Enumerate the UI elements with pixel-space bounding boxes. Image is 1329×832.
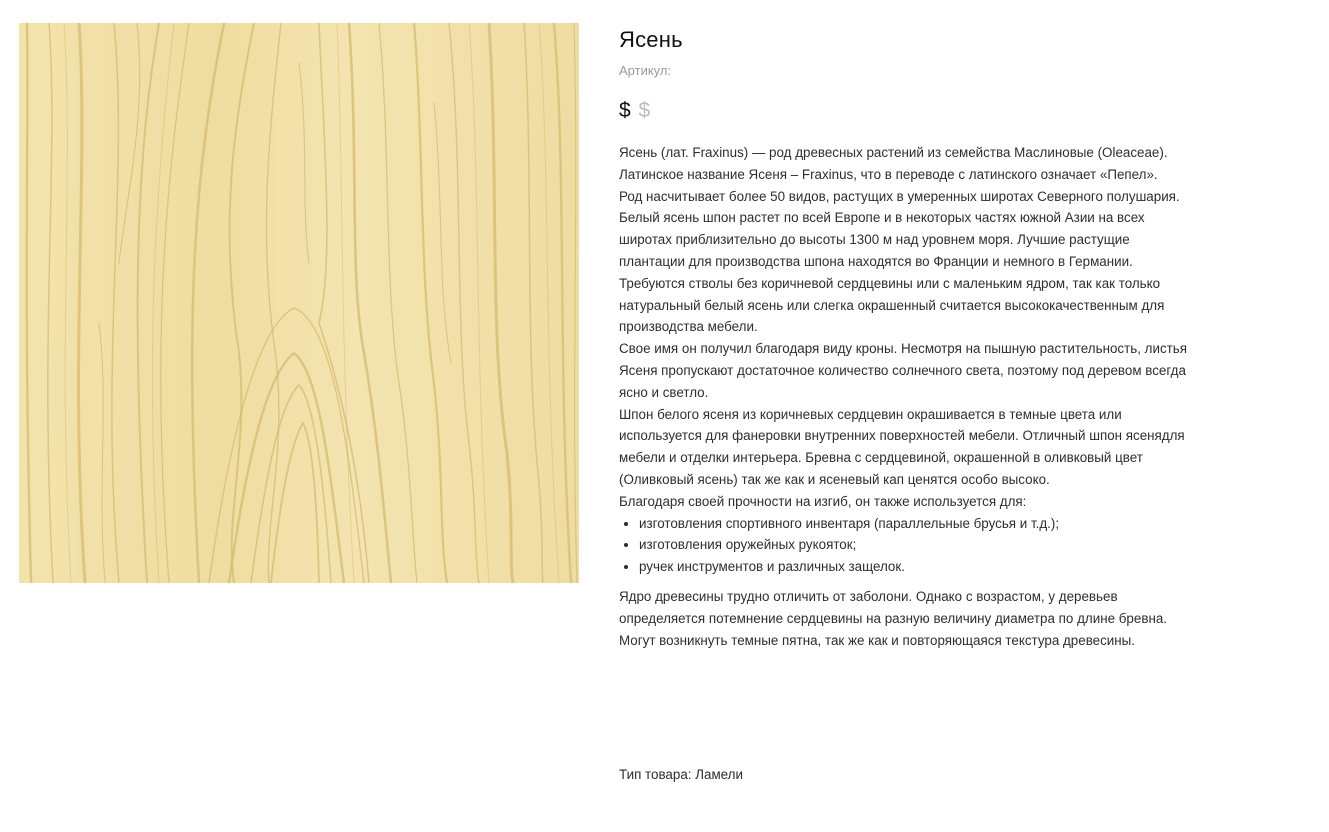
description-paragraph: Требуются стволы без коричневой сердцевины или с маленьким ядром, так как только натуральный белый ясень или слегка окрашенный считается высококачественным для производства мебели.	[619, 275, 1165, 335]
product-title: Ясень	[619, 27, 683, 52]
product-sku-label: Артикул:	[619, 63, 672, 78]
description-paragraph: Свое имя он получил благодаря виду кроны. Несмотря на пышную растительность, листья Ясеня пропускают достаточное количество солнечного света, поэтому под деревом всегда ясно и светло.	[619, 341, 1188, 400]
description-closing: Ядро древесины трудно отличить от заболони. Однако с возрастом, у деревьев определяется потемнение сердцевины на разную величину диаметра по длине бревна. Могут возникнуть темные пятна, так же как и повторяющаяся текстура древесины.	[619, 588, 1168, 648]
description-paragraph: Ясень (лат. Fraxinus) — род древесных растений из семейства Маслиновые (Oleaceae). Латинское название Ясеня – Fraxinus, что в переводе с латинского означает «Пепел».	[619, 145, 1168, 182]
usage-list-item: • изготовления спортивного инвентаря (параллельные брусья и т.д.);	[639, 513, 1189, 535]
product-price	[619, 98, 1189, 124]
product-description	[619, 142, 1189, 651]
price-old: $	[638, 99, 651, 122]
price-current: $	[619, 99, 631, 122]
description-paragraph: Белый ясень шпон растет по всей Европе и в некоторых частях южной Азии на всех широтах приблизительно до высоты 1300 м над уровнем моря. Лучшие растущие плантации для производства шпона находятся во Франции и немного в Германии.	[619, 210, 1145, 269]
description-paragraph: Шпон белого ясеня из коричневых сердцевин окрашивается в темные цвета или используется для фанеровки внутренних поверхностей мебели. Отличный шпон ясенядля мебели и отделки интерьера. Бревна с сердцевиной, окрашенной в оливковый цвет (Оливковый ясень) так же как и ясеневый кап ценятся особо высоко.	[619, 406, 1185, 487]
product-image[interactable]	[19, 23, 579, 583]
usage-list	[619, 513, 1189, 578]
usage-list-item: • изготовления оружейных рукояток;	[639, 534, 1189, 556]
description-paragraph: Род насчитывает более 50 видов, растущих в умеренных широтах Северного полушария.	[619, 188, 1180, 204]
product-type: Тип товара: Ламели	[619, 767, 743, 782]
usage-list-item: • ручек инструментов и различных защелок.	[639, 556, 1189, 578]
wood-texture-image	[19, 23, 579, 583]
product-info	[619, 26, 1189, 651]
description-paragraph: Благодаря своей прочности на изгиб, он также используется для:	[619, 493, 1027, 509]
